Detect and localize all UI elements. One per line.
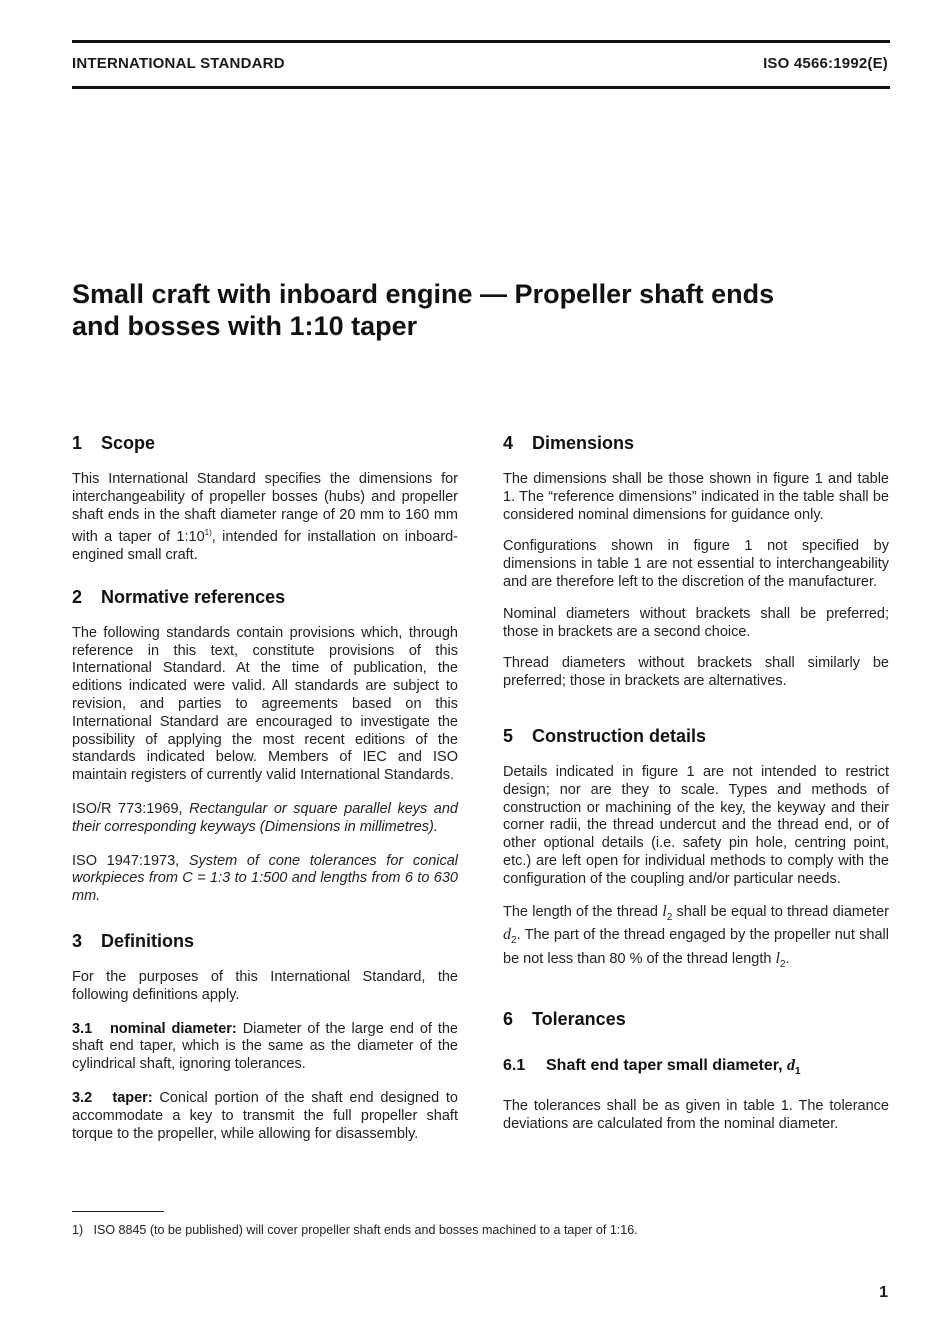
section-number: 5 (503, 725, 514, 746)
normative-reference-2: ISO 1947:1973, System of cone tolerances for conical workpieces from C = 1:3 to 1:500 and lengths from 6 to 630 mm. (72, 852, 459, 905)
section-title: Scope (101, 433, 156, 453)
section-title: Tolerances (532, 1008, 626, 1029)
dimensions-paragraph-4: Thread diameters without brackets shall similarly be preferred; those in brackets are alternatives. (503, 655, 889, 690)
footnote-reference: 1) (204, 528, 212, 538)
construction-paragraph-1: Details indicated in figure 1 are not intended to restrict design; nor are they to scale. Types and methods of construction or machining of the key, the keyway and their corner radii, the thread undercut and the thread end, or of other optional details (i.e. safety pin hole, centring point, etc.) are left open for individual methods to comply with the configuration of the coupling and/or particular needs. (503, 763, 889, 887)
section-number: 4 (503, 433, 514, 453)
normative-intro-paragraph: The following standards contain provisions which, through reference in this text, constitute provisions of this International Standard. At the time of publication, the editions indicated were valid. All standards are subject to revision, and parties to agreements based on this International Standard are encouraged to investigate the possibility of applying the most recent editions of the standards indicated below. Members of IEC and ISO maintain registers of currently valid International Standards. (72, 624, 458, 784)
footnote-separator (72, 1211, 164, 1212)
section-heading-scope (72, 432, 458, 454)
section-heading-construction-details (503, 725, 889, 747)
document-type-label: INTERNATIONAL STANDARD (72, 55, 285, 72)
footnote-text: ISO 8845 (to be published) will cover propeller shaft ends and bosses machined to a taper of 1:16. (93, 1223, 638, 1237)
section-title: Dimensions (532, 433, 635, 453)
footnote-number: 1) (72, 1223, 84, 1237)
section-heading-definitions (72, 930, 458, 952)
tolerances-paragraph-1: The tolerances shall be as given in table 1. The tolerance deviations are calculated from the nominal diameter. (503, 1097, 889, 1132)
left-column (72, 432, 458, 1143)
subsection-heading-6-1: 6.1 Shaft end taper small diameter, $d_1$ (503, 1056, 801, 1077)
definitions-intro-paragraph: For the purposes of this International Standard, the following definitions apply. (72, 968, 458, 1003)
title-line-2: and bosses with 1:10 taper (72, 311, 418, 341)
footnote (72, 1223, 638, 1237)
page-number: 1 (879, 1284, 888, 1301)
section-title: Definitions (101, 930, 194, 951)
title-line-1: Small craft with inboard engine — Propeller shaft ends (72, 279, 775, 309)
section-heading-tolerances (503, 1008, 889, 1030)
section-heading-normative-references (72, 586, 458, 608)
header-top-rule (72, 40, 890, 43)
scope-paragraph: This International Standard specifies the dimensions for interchangeability of propeller bosses (hubs) and propeller shaft ends in the shaft diameter range of 20 mm to 160 mm with a taper of 1:10$^{1)}$, intended for installation on inboard-engined small craft. (72, 471, 459, 564)
dimensions-paragraph-3: Nominal diameters without brackets shall be preferred; those in brackets are a second choice. (503, 605, 889, 640)
section-title: Construction details (532, 725, 707, 746)
section-number: 6 (503, 1008, 514, 1029)
construction-paragraph-2: The length of the thread $l_2$ shall be equal to thread diameter $d_2$. The part of the thread engaged by the propeller nut shall be not less than 80 % of the thread length $l_2$. (503, 902, 889, 970)
right-column (503, 432, 889, 1133)
dimensions-paragraph-2: Configurations shown in figure 1 not specified by dimensions in table 1 are not essential to interchangeability and are therefore left to the discretion of the manufacturer. (503, 538, 889, 590)
definition-3-2: 3.2 taper: Conical portion of the shaft end designed to accommodate a key to transmit the full propeller shaft torque to the propeller, while allowing for disassembly. (72, 1089, 458, 1142)
normative-reference-1: ISO/R 773:1969, Rectangular or square parallel keys and their corresponding keyways (Dimensions in millimetres). (72, 800, 458, 835)
section-number: 2 (72, 586, 83, 607)
section-number: 3 (72, 930, 83, 951)
document-title (72, 278, 872, 342)
section-title: Normative references (101, 586, 286, 607)
dimensions-paragraph-1: The dimensions shall be those shown in figure 1 and table 1. The “reference dimensions” indicated in the table shall be considered nominal dimensions for guidance only. (503, 471, 889, 523)
header-bottom-rule (72, 86, 890, 89)
document-number-label: ISO 4566:1992(E) (763, 55, 888, 72)
definition-3-1: 3.1 nominal diameter: Diameter of the large end of the shaft end taper, which is the same as the diameter of the cylindrical shaft, ignoring tolerances. (72, 1020, 459, 1073)
section-heading-dimensions (503, 432, 889, 454)
section-number: 1 (72, 433, 83, 453)
